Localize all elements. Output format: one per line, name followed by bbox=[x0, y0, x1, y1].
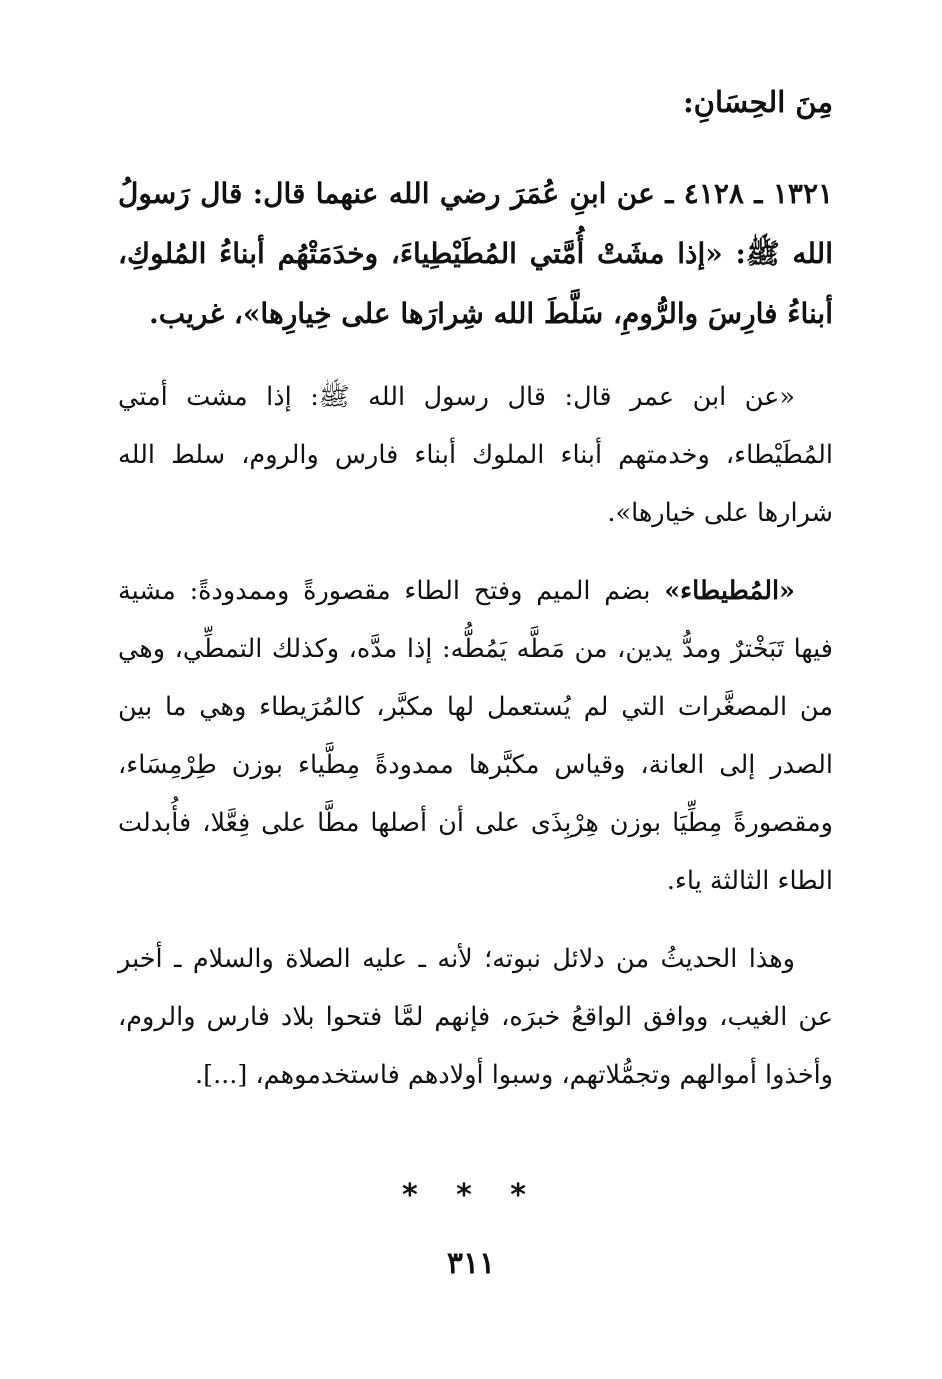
page-number: ٣١١ bbox=[446, 1246, 496, 1281]
hadith-text: عن ابنِ عُمَرَ رضي الله عنهما قال: قال رَسولُ الله ﷺ: «إذا مشَتْ أُمَّتي المُطَيْطِياءَ، وخدَمَتْهُم أبناءُ المُلوكِ، أبناءُ فارِسَ والرُّومِ، سَلَّطَ الله شِرارَها على خِيارِها»، غريب. bbox=[118, 177, 833, 330]
commentary-paragraph-2 bbox=[118, 562, 833, 910]
paragraph-text: بضم الميم وفتح الطاء مقصورةً وممدودةً: مشية فيها تَبَخْترٌ ومدُّ يدين، من مَطَّه يَمُطُّه: إذا مدَّه، وكذلك التمطِّي، وهي من المصغَّرات التي لم يُستعمل لها مكبَّر، كالمُرَيطاء وهي ما بين الصدر إلى العانة، وقياس مكبَّرها ممدودةً مِطَّياء بوزن طِرْمِسَاء، ومقصورةً مِطِّيَا بوزن هِرْبِذَى على أن أصلها مطَّا على فِعَّلا، فأُبدلت الطاء الثالثة ياء. bbox=[118, 576, 833, 896]
paragraph-text: وهذا الحديثُ من دلائل نبوته؛ لأنه ـ عليه الصلاة والسلام ـ أخبر عن الغيب، ووافق الواقعُ خبرَه، فإنهم لمَّا فتحوا بلاد فارس والروم، وأخذوا أموالهم وتجمُّلاتهم، وسبوا أولادهم فاستخدموهم، [...]. bbox=[118, 944, 833, 1090]
hadith-number: ١٣٢١ ـ ٤١٢٨ ـ bbox=[665, 177, 834, 210]
paragraph-text: «عن ابن عمر قال: قال رسول الله ﷺ: إذا مشت أمتي المُطَيْطاء، وخدمتهم أبناء الملوك أبناء فارس والروم، سلط الله شرارها على خيارها». bbox=[118, 382, 833, 528]
commentary-paragraph-1 bbox=[118, 368, 833, 542]
section-title: مِنَ الحِسَانِ: bbox=[682, 85, 833, 119]
section-separator: * * * bbox=[402, 1178, 540, 1213]
commentary-paragraph-3 bbox=[118, 930, 833, 1104]
defined-term: «المُطيطاء» bbox=[664, 576, 795, 606]
hadith-block bbox=[118, 164, 833, 344]
page-content bbox=[118, 70, 833, 1124]
